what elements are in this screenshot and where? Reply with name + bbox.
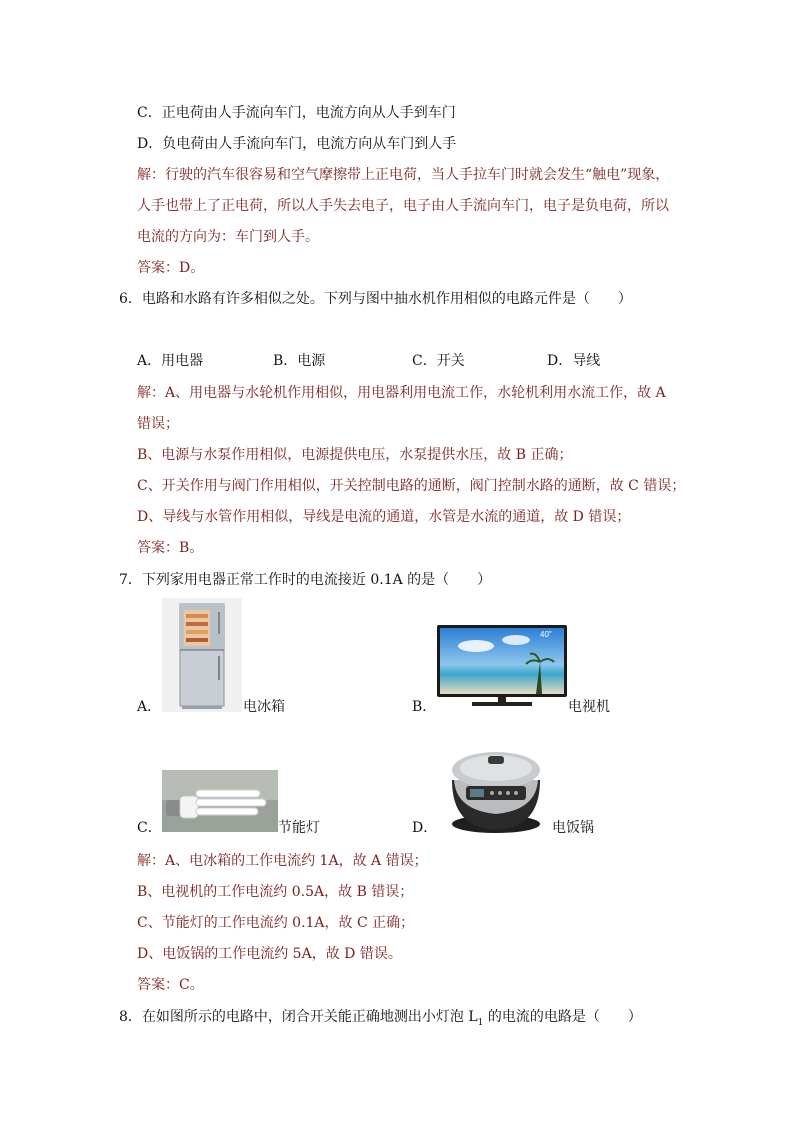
q8-stem: [119, 1007, 642, 1033]
q6-solution-line-4: C、开关作用与阀门作用相似，开关控制电路的通断，阀门控制水路的通断，故 C 错误；: [137, 478, 686, 494]
rice-cooker-image: [444, 740, 548, 836]
q5-option-c: C．正电荷由人手流向车门，电流方向从人手到车门: [137, 105, 456, 121]
q6-solution-line-2: 错误；: [137, 416, 179, 432]
q6-solution-line-3: B、电源与水泵作用相似，电源提供电压，水泵提供水压，故 B 正确；: [137, 447, 573, 463]
refrigerator-image: [162, 598, 242, 712]
q6-answer: 答案：B。: [137, 540, 204, 556]
q5-solution-line-1: 解：行驶的汽车很容易和空气摩擦带上正电荷，当人手拉车门时就会发生“触电”现象，: [137, 167, 670, 183]
tv-size-overlay: 40": [540, 630, 552, 639]
q7-option-c-label: 节能灯: [278, 820, 320, 836]
q7-option-c-letter: C．: [137, 820, 162, 836]
q8-stem-text: 8．在如图所示的电路中，闭合开关能正确地测出小灯泡 L: [119, 1009, 478, 1025]
q7-option-a-letter: A．: [137, 699, 162, 715]
q6-option-b: B．电源: [273, 353, 326, 369]
energy-saving-lamp-image: [162, 770, 278, 832]
q7-option-d-letter: D．: [412, 820, 438, 836]
q7-option-a-label: 电冰箱: [243, 699, 285, 715]
q6-solution-line-5: D、导线与水管作用相似，导线是电流的通道，水管是水流的通道，故 D 错误；: [137, 509, 631, 525]
q6-solution-line-1: 解：A、用电器与水轮机作用相似，用电器利用电流工作，水轮机利用水流工作，故 A: [137, 385, 666, 401]
tv-image: [436, 624, 568, 710]
q7-option-b-label: 电视机: [568, 699, 610, 715]
q7-solution-line-3: C、节能灯的工作电流约 0.1A，故 C 正确；: [137, 915, 415, 931]
q8-stem-tail: 的电流的电路是（ ）: [483, 1009, 642, 1025]
q7-answer: 答案：C。: [137, 977, 204, 993]
q7-solution-line-2: B、电视机的工作电流约 0.5A，故 B 错误；: [137, 884, 414, 900]
q7-stem: 7．下列家用电器正常工作时的电流接近 0.1A 的是（ ）: [119, 572, 492, 588]
q8-stem-subscript: 1: [477, 1017, 484, 1028]
q5-solution-line-2: 人手也带上了正电荷，所以人手失去电子，电子由人手流向车门，电子是负电荷，所以: [137, 198, 669, 214]
q5-solution-line-3: 电流的方向为：车门到人手。: [137, 229, 319, 245]
q6-option-c: C．开关: [412, 353, 465, 369]
q5-answer: 答案：D。: [137, 260, 205, 276]
q6-option-d: D．导线: [547, 353, 601, 369]
q6-option-a: A．用电器: [137, 353, 204, 369]
q5-option-d: D．负电荷由人手流向车门，电流方向从车门到人手: [137, 136, 457, 152]
q7-solution-line-4: D、电饭锅的工作电流约 5A，故 D 错误。: [137, 946, 402, 962]
q7-solution-line-1: 解：A、电冰箱的工作电流约 1A，故 A 错误；: [137, 853, 428, 869]
q6-stem: 6．电路和水路有许多相似之处。下列与图中抽水机作用相似的电路元件是（ ）: [119, 291, 632, 307]
q7-option-d-label: 电饭锅: [552, 820, 594, 836]
q7-option-b-letter: B．: [412, 699, 437, 715]
